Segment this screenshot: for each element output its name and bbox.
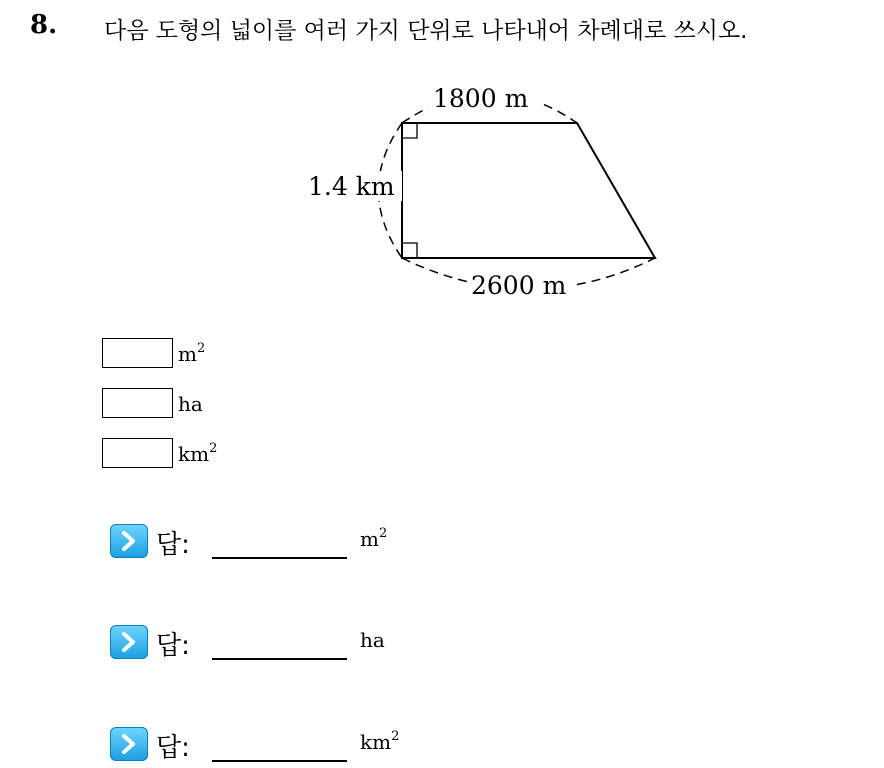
- right-angle-mark-top: [402, 123, 417, 138]
- answer-box-ha[interactable]: [102, 388, 173, 418]
- chevron-right-icon: [110, 727, 148, 761]
- answer-box-row: [102, 386, 203, 420]
- answer-input-line[interactable]: [212, 557, 347, 559]
- answer-input-line[interactable]: [212, 760, 347, 762]
- answer-label: 답:: [156, 530, 190, 560]
- chevron-right-icon: [110, 625, 148, 659]
- question-text: 다음 도형의 넓이를 여러 가지 단위로 나타내어 차례대로 쓰시오.: [104, 18, 748, 44]
- answer-label: 답:: [156, 631, 190, 661]
- answer-line-row: [110, 522, 530, 562]
- unit-label: ha: [178, 391, 203, 416]
- answer-label: 답:: [156, 733, 190, 763]
- bottom-length-label: 2600 m: [471, 271, 567, 300]
- unit-label: $km^2$: [178, 440, 218, 466]
- right-angle-mark-bottom: [402, 243, 417, 258]
- answer-unit: $m^2$: [360, 526, 388, 551]
- top-length-label: 1800 m: [433, 84, 529, 113]
- answer-unit: ha: [360, 628, 385, 652]
- left-height-label: 1.4 km: [308, 172, 395, 201]
- question-number: 8.: [30, 10, 58, 40]
- answer-box-m2[interactable]: [102, 338, 173, 368]
- trapezoid-shape: [402, 123, 655, 258]
- unit-label: $m^2$: [178, 340, 206, 366]
- answer-line-row: [110, 623, 530, 663]
- answer-box-row: [102, 336, 205, 370]
- answer-unit: $km^2$: [360, 729, 400, 754]
- trapezoid-figure: [290, 75, 670, 305]
- answer-box-row: [102, 436, 217, 470]
- answer-box-km2[interactable]: [102, 438, 173, 468]
- answer-line-row: [110, 725, 530, 765]
- chevron-right-icon: [110, 524, 148, 558]
- answer-input-line[interactable]: [212, 658, 347, 660]
